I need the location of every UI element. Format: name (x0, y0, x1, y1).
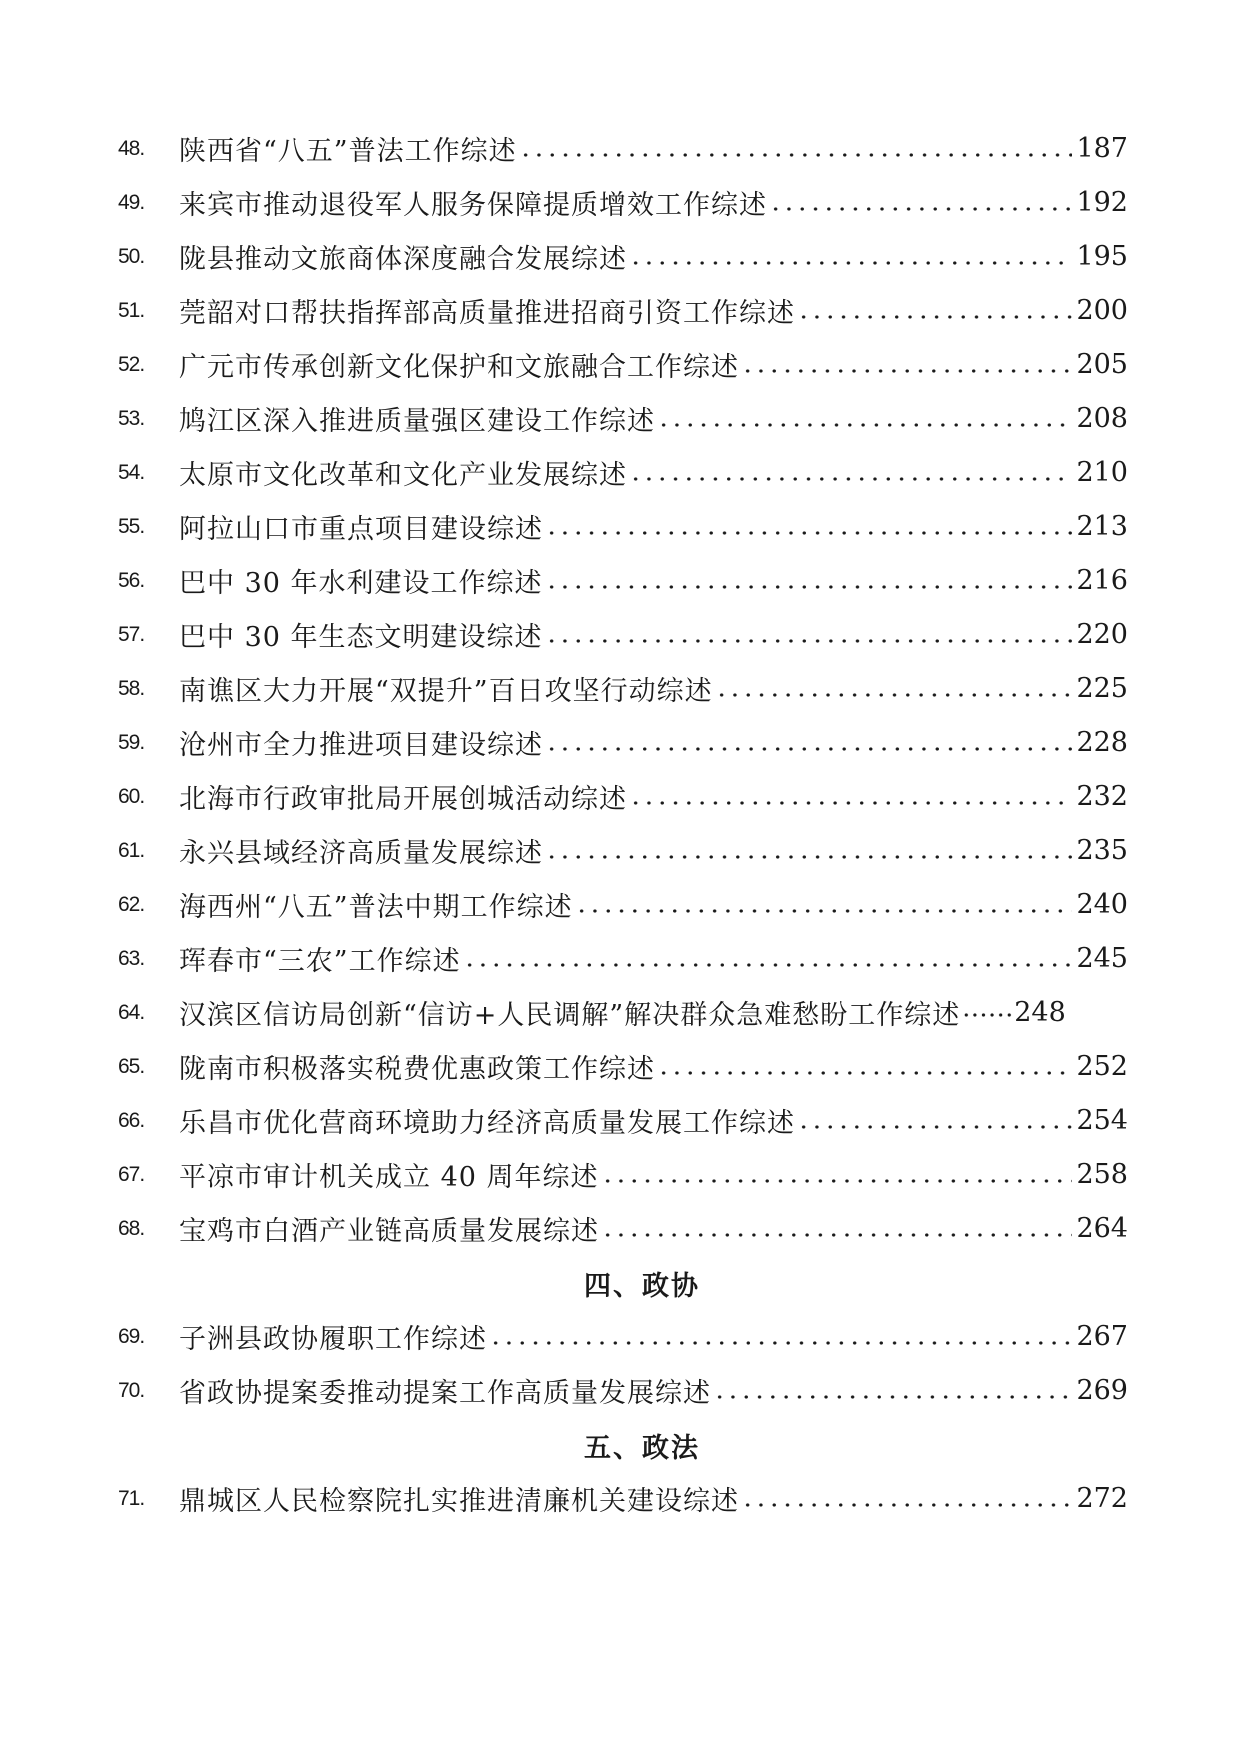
toc-entry[interactable] (118, 176, 1128, 230)
entry-number: 69. (118, 1325, 145, 1348)
entry-page: 210 (1076, 456, 1128, 488)
entry-page: 213 (1076, 510, 1128, 542)
entry-number: 70. (118, 1379, 145, 1402)
entry-title: 巴中 30 年生态文明建设综述 (179, 621, 543, 653)
entry-number: 52. (118, 353, 145, 376)
toc-entry[interactable] (118, 284, 1128, 338)
toc-entry[interactable] (118, 338, 1128, 392)
entry-page: 228 (1076, 726, 1128, 758)
entry-number: 59. (118, 731, 145, 754)
entry-page: 252 (1076, 1050, 1128, 1082)
entry-title: 太原市文化改革和文化产业发展综述 (179, 459, 627, 491)
entry-title: 广元市传承创新文化保护和文旅融合工作综述 (179, 351, 739, 383)
toc-entry[interactable] (118, 1310, 1128, 1364)
entry-number: 62. (118, 893, 145, 916)
toc-entry[interactable] (118, 878, 1128, 932)
entry-number: 57. (118, 623, 145, 646)
toc-entry[interactable] (118, 392, 1128, 446)
entry-title: 省政协提案委推动提案工作高质量发展综述 (179, 1377, 711, 1409)
entry-title: 鼎城区人民检察院扎实推进清廉机关建设综述 (179, 1485, 739, 1517)
entry-number: 68. (118, 1217, 145, 1240)
dot-leader (797, 315, 1072, 319)
section-heading-cppcc: 四、政协 (584, 1270, 700, 1302)
dot-leader (629, 801, 1072, 805)
toc-entry[interactable] (118, 1364, 1128, 1418)
entry-number: 71. (118, 1487, 145, 1510)
entry-number: 49. (118, 191, 145, 214)
entry-page: 225 (1076, 672, 1128, 704)
entry-number: 66. (118, 1109, 145, 1132)
toc-entry[interactable] (118, 716, 1128, 770)
toc-entry[interactable] (118, 122, 1128, 176)
entry-number: 51. (118, 299, 145, 322)
toc-entry[interactable] (118, 770, 1128, 824)
entry-title: 乐昌市优化营商环境助力经济高质量发展工作综述 (179, 1107, 795, 1139)
entry-title: 沧州市全力推进项目建设综述 (179, 729, 543, 761)
toc-entry[interactable] (118, 500, 1128, 554)
dot-leader (741, 1503, 1072, 1507)
dot-leader (657, 423, 1072, 427)
dot-leader (545, 639, 1073, 643)
toc-entry[interactable] (118, 662, 1128, 716)
entry-title: 鸠江区深入推进质量强区建设工作综述 (179, 405, 655, 437)
entry-number: 61. (118, 839, 145, 862)
entry-title: 永兴县域经济高质量发展综述 (179, 837, 543, 869)
dot-leader (601, 1179, 1073, 1183)
dot-leader (575, 909, 1073, 913)
entry-page: 205 (1076, 348, 1128, 380)
dot-leader (545, 747, 1072, 751)
entry-page: 264 (1076, 1212, 1128, 1244)
toc-entry[interactable] (118, 1202, 1128, 1256)
dot-leader (715, 693, 1073, 697)
entry-page: 195 (1076, 240, 1128, 272)
toc-entry[interactable] (118, 446, 1128, 500)
toc-entry[interactable] (118, 1472, 1128, 1526)
entry-page: 272 (1076, 1482, 1128, 1514)
dot-leader (713, 1395, 1072, 1399)
toc-entry[interactable] (118, 554, 1128, 608)
entry-title: 莞韶对口帮扶指挥部高质量推进招商引资工作综述 (179, 297, 795, 329)
toc-entry[interactable] (118, 1040, 1128, 1094)
entry-page: 220 (1076, 618, 1128, 650)
section-heading-politics-law: 五、政法 (584, 1432, 700, 1464)
entry-title: 陇南市积极落实税费优惠政策工作综述 (179, 1053, 655, 1085)
entry-page: 216 (1076, 564, 1128, 596)
entry-title: 海西州“八五”普法中期工作综述 (179, 891, 573, 923)
entry-page: 258 (1076, 1158, 1128, 1190)
entry-number: 63. (118, 947, 145, 970)
dot-leader (962, 1013, 1014, 1017)
entry-title: 宝鸡市白酒产业链高质量发展综述 (179, 1215, 599, 1247)
entry-number: 60. (118, 785, 145, 808)
entry-number: 65. (118, 1055, 145, 1078)
dot-leader (769, 207, 1072, 211)
entry-number: 53. (118, 407, 145, 430)
dot-leader (463, 963, 1073, 967)
entry-number: 67. (118, 1163, 145, 1186)
entry-title: 北海市行政审批局开展创城活动综述 (179, 783, 627, 815)
entry-page: 248 (1014, 996, 1066, 1028)
dot-leader (657, 1071, 1072, 1075)
entry-title: 汉滨区信访局创新“信访+人民调解”解决群众急难愁盼工作综述 (179, 999, 961, 1031)
entry-page: 208 (1076, 402, 1128, 434)
entry-title: 陕西省“八五”普法工作综述 (179, 135, 517, 167)
entry-number: 56. (118, 569, 145, 592)
entry-number: 48. (118, 137, 145, 160)
dot-leader (741, 369, 1072, 373)
dot-leader (629, 261, 1072, 265)
toc-entry[interactable] (118, 1094, 1128, 1148)
toc-entry[interactable] (118, 1148, 1128, 1202)
dot-leader (601, 1233, 1072, 1237)
toc-entry[interactable] (118, 986, 1128, 1040)
dot-leader (545, 585, 1073, 589)
entry-title: 阿拉山口市重点项目建设综述 (179, 513, 543, 545)
entry-page: 267 (1076, 1320, 1128, 1352)
toc-entry[interactable] (118, 824, 1128, 878)
dot-leader (489, 1341, 1072, 1345)
toc-entry[interactable] (118, 932, 1128, 986)
entry-page: 240 (1076, 888, 1128, 920)
entry-page: 232 (1076, 780, 1128, 812)
entry-page: 200 (1076, 294, 1128, 326)
entry-number: 54. (118, 461, 145, 484)
toc-entry[interactable] (118, 608, 1128, 662)
entry-page: 245 (1076, 942, 1128, 974)
entry-number: 58. (118, 677, 145, 700)
toc-entry[interactable] (118, 230, 1128, 284)
entry-page: 235 (1076, 834, 1128, 866)
entry-title: 珲春市“三农”工作综述 (179, 945, 461, 977)
entry-number: 55. (118, 515, 145, 538)
entry-title: 平凉市审计机关成立 40 周年综述 (179, 1161, 599, 1193)
entry-page: 269 (1076, 1374, 1128, 1406)
dot-leader (545, 531, 1072, 535)
entry-title: 子洲县政协履职工作综述 (179, 1323, 487, 1355)
entry-page: 192 (1076, 186, 1128, 218)
entry-page: 187 (1076, 132, 1128, 164)
entry-title: 南谯区大力开展“双提升”百日攻坚行动综述 (179, 675, 713, 707)
dot-leader (797, 1125, 1072, 1129)
dot-leader (545, 855, 1072, 859)
dot-leader (519, 153, 1073, 157)
entry-number: 50. (118, 245, 145, 268)
entry-number: 64. (118, 1001, 145, 1024)
entry-title: 来宾市推动退役军人服务保障提质增效工作综述 (179, 189, 767, 221)
entry-title: 陇县推动文旅商体深度融合发展综述 (179, 243, 627, 275)
entry-title: 巴中 30 年水利建设工作综述 (179, 567, 543, 599)
table-of-contents (118, 122, 1128, 1526)
dot-leader (629, 477, 1072, 481)
entry-page: 254 (1076, 1104, 1128, 1136)
